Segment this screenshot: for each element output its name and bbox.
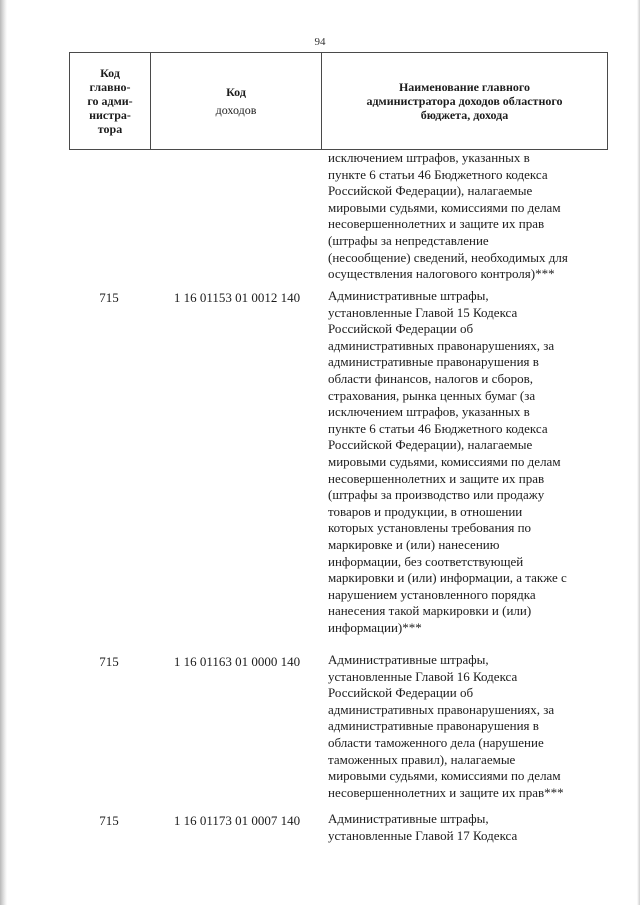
text-line: административные правонарушения в [328,718,539,734]
text-line: Российской Федерации), налагаемые [328,183,533,199]
continuation-text [328,150,598,283]
text-line: области финансов, налогов и сборов, [328,370,534,386]
text-line: нарушением установленного порядка [328,586,536,602]
text-line: мировыми судьями, комиссиями по делам [328,768,561,784]
header-income-code-sub: доходов [215,103,257,117]
text-line: Российской Федерации), налагаемые [328,437,533,453]
text-line: (штрафы за непредставление [328,232,489,248]
text-line: установленные Главой 16 Кодекса [328,668,518,684]
row-1-name [328,288,598,636]
scan-edge-left [0,0,7,905]
header-name-line: Наименование главного [398,80,531,94]
text-line: несовершеннолетних и защите их прав*** [328,784,564,800]
row-1-income-code: 1 16 01153 01 0012 140 [173,290,301,305]
header-income-code [151,53,322,150]
text-line: информации)*** [328,619,422,635]
text-line: установленные Главой 17 Кодекса [328,827,518,843]
text-line: административных правонарушениях, за [328,701,555,717]
header-admin-code-line: го адми- [87,94,133,108]
text-line: Административные штрафы, [328,288,489,303]
header-name-line: администратора доходов областного [366,94,563,108]
header-name-line: бюджета, дохода [420,108,509,122]
text-line: Административные штрафы, [328,811,489,826]
text-line: области таможенного дела (нарушение [328,734,544,750]
header-admin-code-line: тора [97,122,123,136]
text-line: информации, без соответствующей [328,553,524,569]
row-3-income-code: 1 16 01173 01 0007 140 [173,813,301,828]
text-line: товаров и продукции, в отношении [328,503,523,519]
row-1-admin-code: 715 [99,290,119,305]
text-line: Российской Федерации об [328,685,474,701]
text-line: (штрафы за производство или продажу [328,487,545,503]
text-line: исключением штрафов, указанных в [328,150,530,165]
text-line: пункте 6 статьи 46 Бюджетного кодекса [328,166,548,182]
text-line: мировыми судьями, комиссиями по делам [328,199,561,215]
table-header [69,52,608,150]
text-line: которых установлены требования по [328,520,532,536]
row-3-name [328,811,598,844]
row-2-income-code: 1 16 01163 01 0000 140 [173,654,301,669]
text-line: Российской Федерации об [328,321,474,337]
text-line: (несообщение) сведений, необходимых для [328,249,568,265]
text-line: несовершеннолетних и защите их прав [328,470,545,486]
header-admin-code-line: Код [100,66,120,80]
text-line: установленные Главой 15 Кодекса [328,304,518,320]
text-line: пункте 6 статьи 46 Бюджетного кодекса [328,420,548,436]
text-line: маркировки и (или) информации, а также с [328,570,567,586]
text-line: таможенных правил), налагаемые [328,751,516,767]
text-line: Административные штрафы, [328,652,489,667]
row-2-admin-code: 715 [99,654,119,669]
text-line: маркировке и (или) нанесению [328,536,500,552]
text-line: исключением штрафов, указанных в [328,404,530,420]
header-admin-code-line: нистра- [89,108,131,122]
page-number: 94 [314,36,326,48]
text-line: несовершеннолетних и защите их прав [328,216,545,232]
text-line: административные правонарушения в [328,354,539,370]
text-line: административных правонарушениях, за [328,337,555,353]
text-line: осуществления налогового контроля)*** [328,266,555,282]
header-name [322,53,608,150]
text-line: мировыми судьями, комиссиями по делам [328,453,561,469]
row-2-name [328,652,598,801]
text-line: нанесения такой маркировки и (или) [328,603,532,619]
header-admin-code [70,53,151,150]
text-line: страхования, рынка ценных бумаг (за [328,387,536,403]
header-income-code-title: Код [226,85,246,99]
header-admin-code-line: главно- [89,80,131,94]
row-3-admin-code: 715 [99,813,119,828]
